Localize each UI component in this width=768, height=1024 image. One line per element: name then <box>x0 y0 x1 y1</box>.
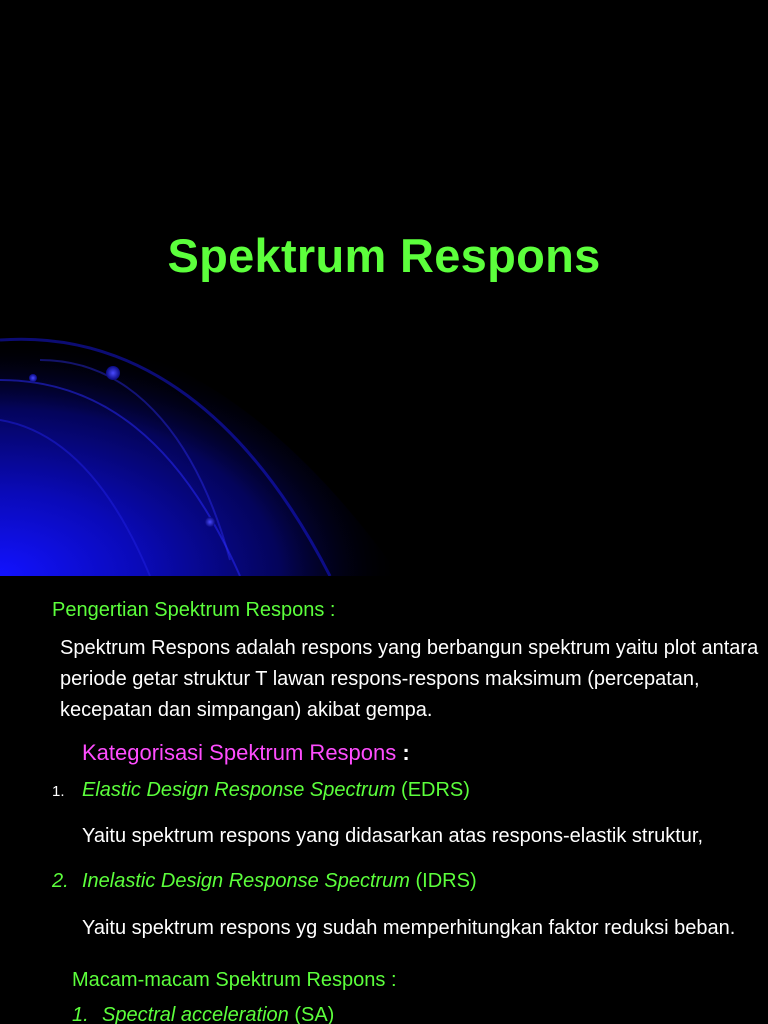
category-item-1-name: Elastic Design Response Spectrum <box>82 779 396 801</box>
category-item-2-name: Inelastic Design Response Spectrum <box>82 870 410 892</box>
pengertian-text: Spektrum Respons adalah respons yang berbangun spektrum yaitu plot antara periode getar struktur T lawan respons-respons maksimum (percepatan, kecepatan dan simpangan) akibat gempa. <box>60 637 759 721</box>
category-item-2 <box>52 869 477 893</box>
pengertian-heading: Pengertian Spektrum Respons : <box>52 599 336 621</box>
blue-glow-shape <box>0 336 400 576</box>
blue-dot-large <box>106 366 120 380</box>
kategorisasi-heading: Kategorisasi Spektrum Respons <box>82 740 397 765</box>
blue-dot-small <box>205 517 215 527</box>
category-item-1-description: Yaitu spektrum respons yang didasarkan atas respons-elastik struktur, <box>82 825 704 847</box>
category-item-1 <box>52 778 470 804</box>
macam-item-1-number: 1. <box>72 1004 89 1024</box>
category-item-2-description: Yaitu spektrum respons yg sudah memperhitungkan faktor reduksi beban. <box>82 917 736 939</box>
blue-dot-left <box>29 374 37 382</box>
category-item-2-abbr: (IDRS) <box>409 870 477 892</box>
macam-item-1-name: Spectral acceleration <box>102 1004 289 1024</box>
macam-heading: Macam-macam Spektrum Respons : <box>72 969 397 991</box>
slide-title: Spektrum Respons <box>167 229 601 282</box>
category-item-1-abbr: (EDRS) <box>395 779 470 801</box>
category-item-1-number: 1. <box>52 783 65 800</box>
macam-item-1 <box>72 1003 334 1024</box>
notes-area <box>0 576 768 1024</box>
kategorisasi-heading-line <box>82 740 410 766</box>
category-item-2-number: 2. <box>52 870 69 892</box>
macam-item-1-abbr: (SA) <box>288 1004 335 1024</box>
kategorisasi-colon: : <box>396 740 410 765</box>
